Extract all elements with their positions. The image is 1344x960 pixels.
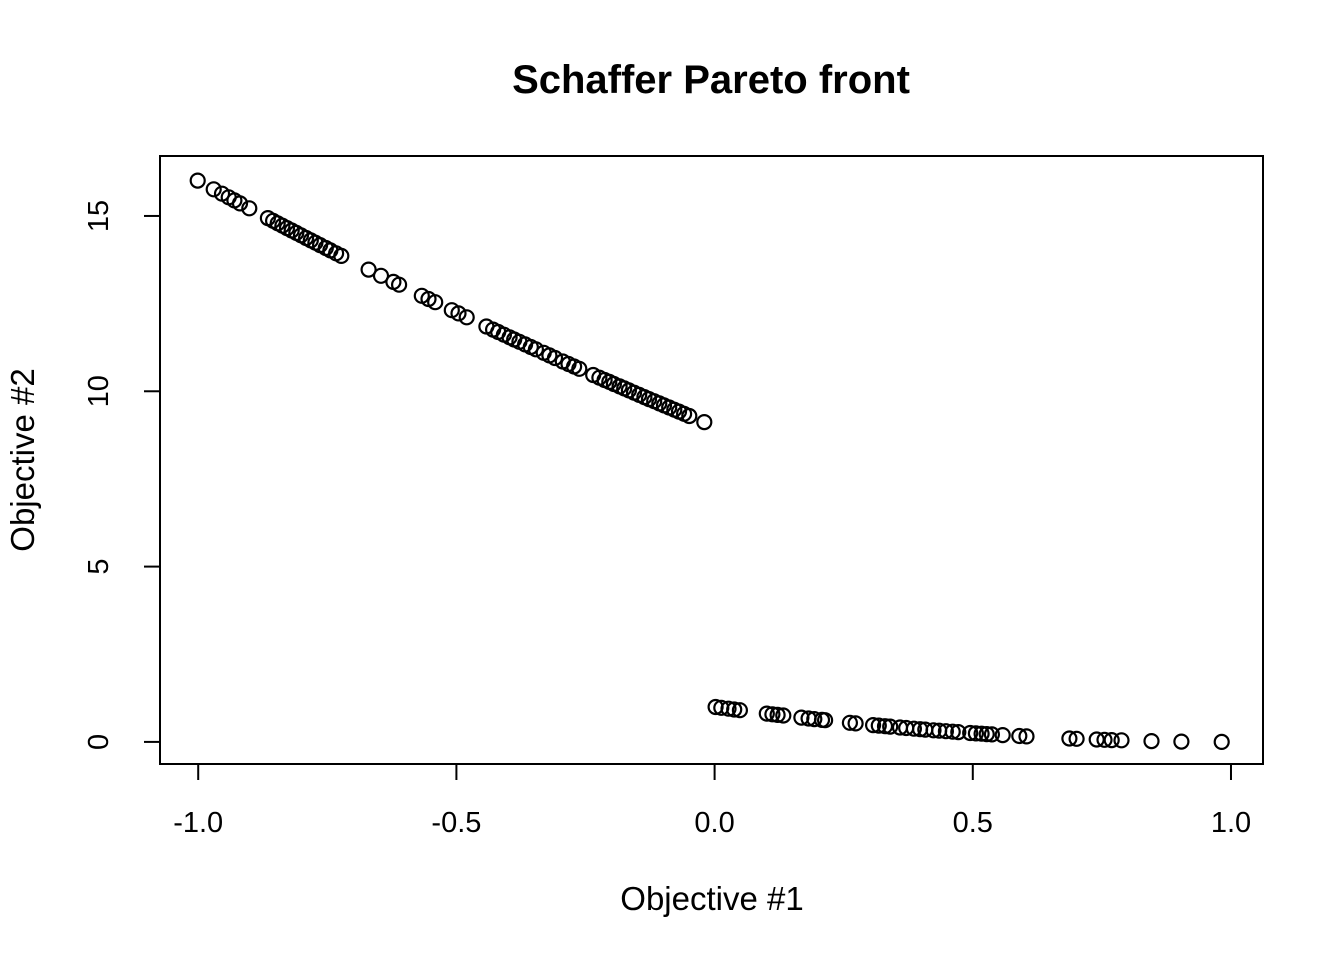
y-tick-label: 0 <box>83 733 115 750</box>
y-tick-label: 10 <box>83 375 115 408</box>
y-tick-label: 5 <box>83 558 115 575</box>
x-tick-label: 0.5 <box>952 807 993 839</box>
x-tick-label: 0.0 <box>694 807 735 839</box>
y-axis-label: Objective #2 <box>4 368 41 552</box>
y-tick-label: 15 <box>83 199 115 233</box>
x-tick-label: -1.0 <box>173 807 224 839</box>
x-axis-label: Objective #1 <box>620 880 804 917</box>
x-tick-label: -0.5 <box>431 807 482 839</box>
x-tick-label: 1.0 <box>1210 807 1252 839</box>
chart-title: Schaffer Pareto front <box>512 58 910 102</box>
